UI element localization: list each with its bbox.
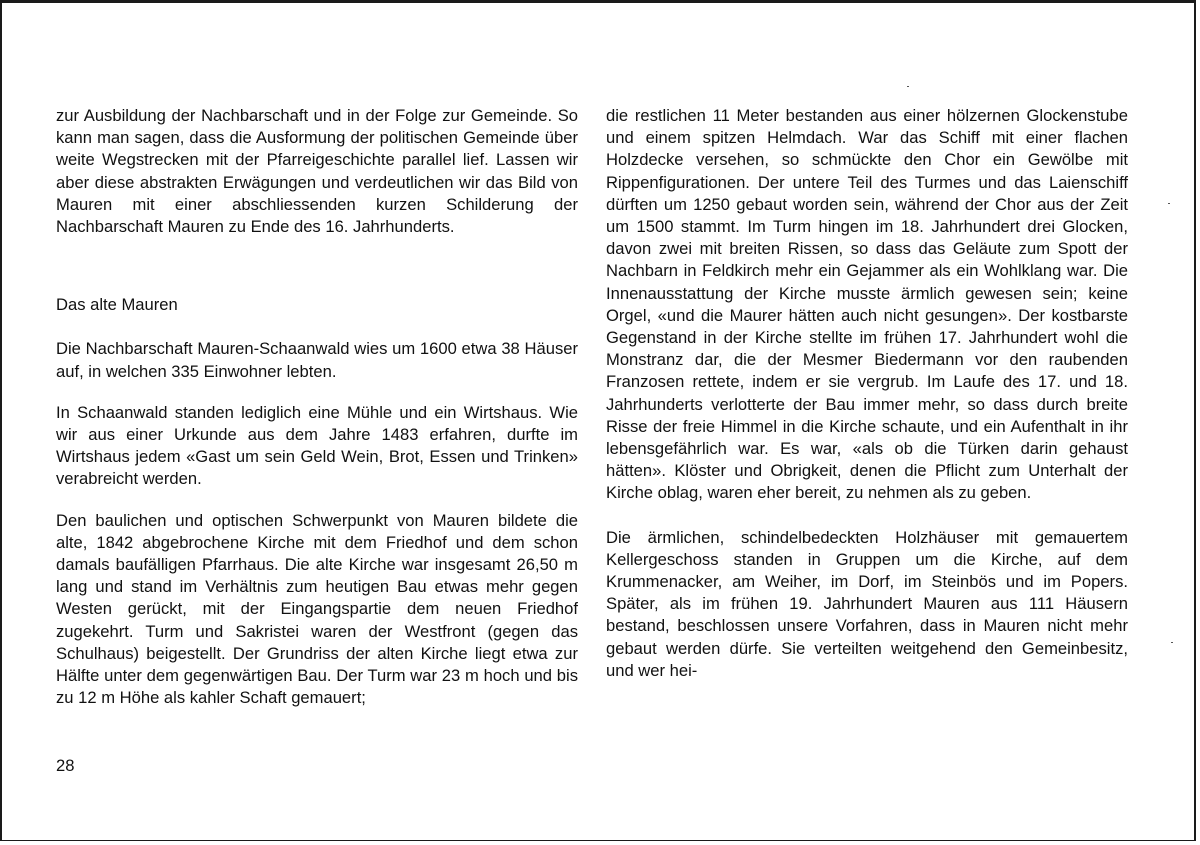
scan-speck	[907, 86, 909, 87]
paragraph-intro: zur Ausbildung der Nachbarschaft und in der Folge zur Gemeinde. So kann man sagen, dass die Ausformung der politischen Gemeinde über weite Wegstrecken mit der Pfarreigeschichte parallel lief. Lassen wir aber diese abstrakten Erwägungen und verdeutlichen wir das Bild von Mauren mit einer abschliessenden kurzen Schilderung der Nachbarschaft Mauren zu Ende des 16. Jahrhunderts.	[56, 106, 578, 237]
paragraph-population: Die Nachbarschaft Mauren-Schaanwald wies um 1600 etwa 38 Häuser auf, in welchen 335 Einwohner lebten.	[56, 339, 578, 381]
paragraph-old-church: Den baulichen und optischen Schwerpunkt von Mauren bildete die alte, 1842 abgebrochene Kirche mit dem Friedhof und dem schon damals baufälligen Pfarrhaus. Die alte Kirche war insgesamt 26,50 m lang und stand im Verhältnis zum heutigen Bau etwas mehr gegen Westen gerückt, mit der Eingangspartie dem neuen Friedhof zugekehrt. Turm und Sakristei waren der Westfront (gegen das Schulhaus) beigestellt. Der Grundriss der alten Kirche liegt etwa zur Hälfte unter dem gegenwärtigen Bau. Der Turm war 23 m hoch und bis zu 12 m Höhe als kahler Schaft gemauert;	[56, 510, 578, 708]
paragraph-houses: Die ärmlichen, schindelbedeckten Holzhäuser mit gemauertem Kellergeschoss standen in Gruppen um die Kirche, auf dem Krummenacker, am Weiher, im Dorf, im Steinbös und im Popers. Später, als im frühen 19. Jahrhundert Mauren aus 111 Häusern bestand, beschlossen unsere Vorfahren, dass in Mauren nicht mehr gebaut werden dürfe. Sie verteilten weitgehend den Gemeinbesitz, und wer hei-	[606, 527, 1128, 680]
paragraph-schaanwald: In Schaanwald standen lediglich eine Mühle und ein Wirtshaus. Wie wir aus einer Urkunde aus dem Jahre 1483 erfahren, durfte im Wirtshaus jedem «Gast um sein Geld Wein, Brot, Essen und Trinken» verabreicht werden.	[56, 402, 578, 489]
scan-speck	[1168, 203, 1170, 204]
right-text-column	[606, 105, 1128, 682]
paragraph-church-tower: die restlichen 11 Meter bestanden aus einer hölzernen Glockenstube und einem spitzen Helmdach. War das Schiff mit einer flachen Holzdecke versehen, so schmückte den Chor ein Gewölbe mit Rippenfigurationen. Der untere Teil des Turmes und das Laienschiff dürften um 1250 gebaut worden sein, während der Chor aus der Zeit um 1500 stammt. Im Turm hingen im 18. Jahrhundert drei Glocken, davon zwei mit breiten Rissen, so dass das Geläute zum Spott der Nachbarn in Feldkirch mehr ein Gejammer als ein Wohlklang war. Die Innenausstattung der Kirche musste ärmlich gewesen sein; keine Orgel, «und die Maurer hätten auch nicht gesungen». Der kostbarste Gegenstand in der Kirche stellte im frühen 17. Jahrhundert wohl die Monstranz dar, die der Mesmer Biedermann vor den raubenden Franzosen rettete, indem er sie vergrub. Im Laufe des 17. und 18. Jahrhunderts verlotterte der Bau immer mehr, so dass durch breite Risse der freie Himmel in die Kirche schaute, und ein Aufenthalt in ihr lebensgefährlich war. Es war, «als ob die Türken darin gehaust hätten». Klöster und Obrigkeit, denen die Pflicht zum Unterhalt der Kirche oblag, waren eher bereit, zu nehmen als zu geben.	[606, 106, 1128, 503]
scan-speck	[1171, 642, 1173, 643]
page-number: 28	[56, 756, 75, 775]
section-heading: Das alte Mauren	[56, 295, 178, 315]
left-text-column	[56, 105, 578, 709]
